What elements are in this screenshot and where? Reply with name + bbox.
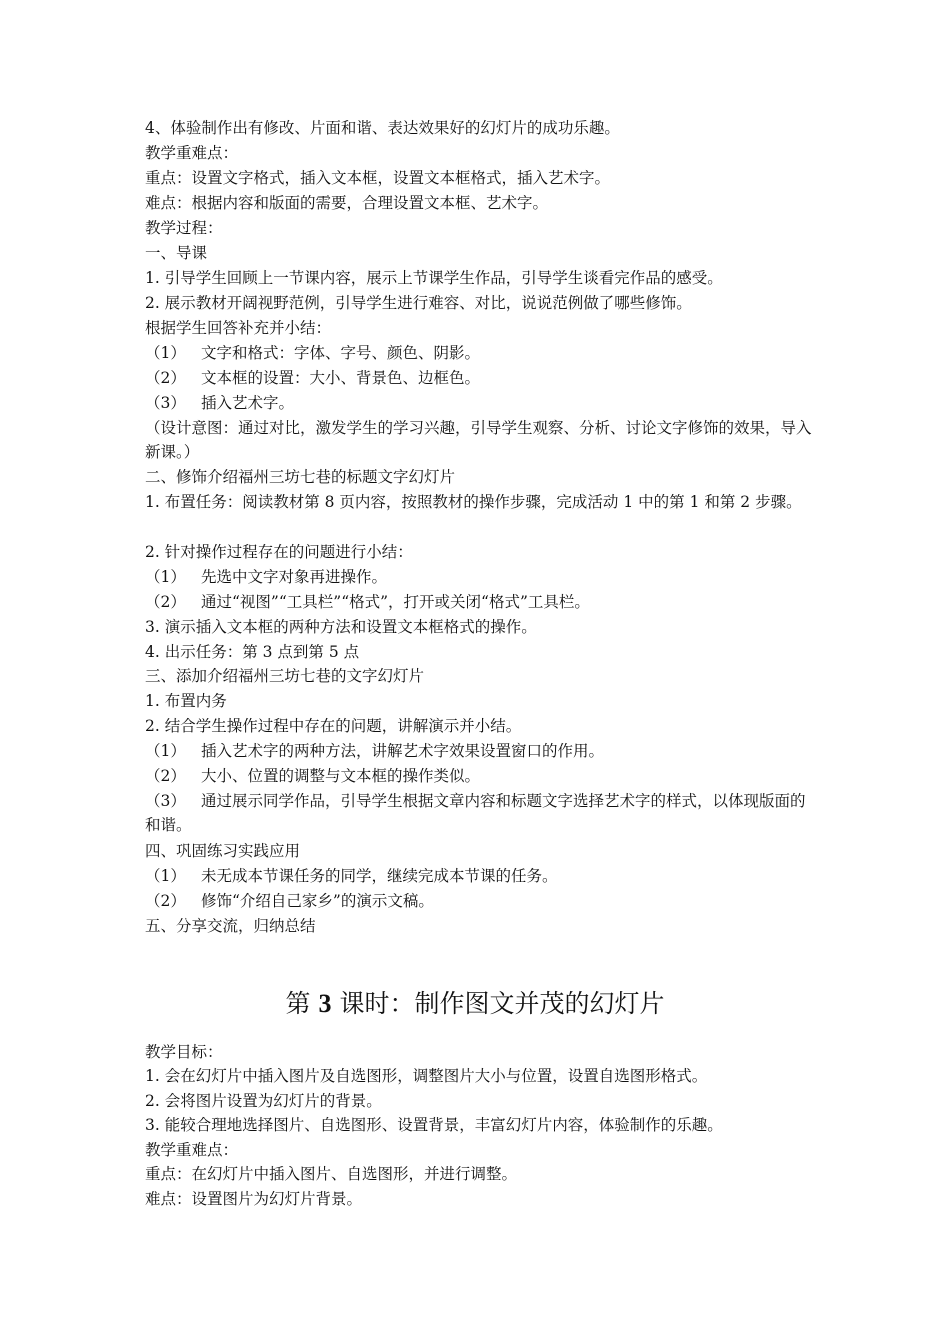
lesson-3-title-prefix: 第 — [285, 989, 319, 1018]
key-point-text: 重点：设置文字格式，插入文本框，设置文本框格式，插入艺术字。 — [145, 169, 611, 187]
list-item-text: 插入艺术字的两种方法，讲解艺术字效果设置窗口的作用。 — [201, 742, 605, 760]
list-item-text: 大小、位置的调整与文本框的操作类似。 — [201, 767, 481, 785]
list-item-number: （1） — [145, 867, 186, 885]
list-item-number: （3） — [145, 792, 186, 810]
list-item-text: 通过“视图”“工具栏”“格式”，打开或关闭“格式”工具栏。 — [201, 593, 590, 611]
section-5-heading: 五、分享交流，归纳总结 — [145, 917, 316, 935]
list-item-text: 文字和格式：字体、字号、颜色、阴影。 — [201, 344, 481, 362]
list-item-text: 文本框的设置：大小、背景色、边框色。 — [201, 369, 481, 387]
lesson-3-key-point: 重点：在幻灯片中插入图片、自选图形，并进行调整。 — [145, 1165, 518, 1183]
section-2-summary: 2. 针对操作过程存在的问题进行小结： — [145, 543, 413, 561]
section-2-heading: 二、修饰介绍福州三坊七巷的标题文字幻灯片 — [145, 468, 456, 486]
lesson-3-objective-2: 2. 会将图片设置为幻灯片的背景。 — [145, 1092, 382, 1110]
list-item-number: （1） — [145, 344, 186, 362]
list-item — [145, 739, 812, 763]
list-item — [145, 391, 812, 415]
list-item-number: （3） — [145, 394, 186, 412]
list-item-text: 修饰“介绍自己家乡”的演示文稿。 — [201, 892, 434, 910]
list-item-number: （1） — [145, 742, 186, 760]
key-points-label: 教学重难点： — [145, 144, 239, 162]
list-item — [145, 889, 812, 913]
list-item-text: 插入艺术字。 — [201, 394, 295, 412]
design-note: （设计意图：通过对比，激发学生的学习兴趣，引导学生观察、分析、讨论文字修饰的效果，导入新课。） — [145, 419, 812, 461]
section-1-point-1: 1. 引导学生回顾上一节课内容，展示上节课学生作品，引导学生谈看完作品的感受。 — [145, 269, 723, 287]
section-3-point-2: 2. 结合学生操作过程中存在的问题，讲解演示并小结。 — [145, 717, 522, 735]
list-item-text: 未无成本节课任务的同学，继续完成本节课的任务。 — [201, 867, 558, 885]
section-2-point-3: 3. 演示插入文本框的两种方法和设置文本框格式的操作。 — [145, 618, 537, 636]
section-2-task: 1. 布置任务：阅读教材第 8 页内容，按照教材的操作步骤，完成活动 1 中的第 1 和第 2 步骤。 — [145, 493, 802, 511]
section-2-point-4: 4. 出示任务：第 3 点到第 5 点 — [145, 643, 360, 661]
section-3-heading: 三、添加介绍福州三坊七巷的文字幻灯片 — [145, 667, 425, 685]
list-item — [145, 366, 812, 390]
section-1-heading: 一、导课 — [145, 244, 208, 262]
list-item — [145, 590, 812, 614]
list-item — [145, 864, 812, 888]
list-item — [145, 565, 812, 589]
list-item-number: （2） — [145, 767, 186, 785]
list-item-text: 先选中文字对象再进操作。 — [201, 568, 388, 586]
section-1-summary-label: 根据学生回答补充并小结： — [145, 319, 332, 337]
lesson-3-title-suffix: 课时：制作图文并茂的幻灯片 — [331, 989, 665, 1018]
lesson-3-title-number: 3 — [318, 989, 332, 1018]
list-item — [145, 341, 812, 365]
section-4-heading: 四、巩固练习实践应用 — [145, 842, 301, 860]
lesson-3-key-points-label: 教学重难点： — [145, 1141, 239, 1159]
list-item-number: （2） — [145, 892, 186, 910]
list-item-number: （2） — [145, 369, 186, 387]
lesson-3-title — [0, 986, 950, 1022]
list-item — [145, 789, 812, 837]
section-1-point-2: 2. 展示教材开阔视野范例，引导学生进行难容、对比，说说范例做了哪些修饰。 — [145, 294, 692, 312]
section-3-point-1: 1. 布置内务 — [145, 692, 227, 710]
lesson-3-objective-3: 3. 能较合理地选择图片、自选图形、设置背景，丰富幻灯片内容，体验制作的乐趣。 — [145, 1116, 723, 1134]
lesson-3-objective-1: 1. 会在幻灯片中插入图片及自选图形，调整图片大小与位置，设置自选图形格式。 — [145, 1067, 708, 1085]
lesson-3-objectives-label: 教学目标： — [145, 1043, 223, 1061]
objective-4: 4、体验制作出有修改、片面和谐、表达效果好的幻灯片的成功乐趣。 — [145, 119, 620, 137]
list-item-number: （2） — [145, 593, 186, 611]
list-item-text: 通过展示同学作品，引导学生根据文章内容和标题文字选择艺术字的样式，以体现版面的和谐。 — [145, 792, 806, 834]
list-item — [145, 764, 812, 788]
lesson-3-difficulty: 难点：设置图片为幻灯片背景。 — [145, 1190, 363, 1208]
process-label: 教学过程： — [145, 219, 223, 237]
list-item-number: （1） — [145, 568, 186, 586]
difficulty-text: 难点：根据内容和版面的需要，合理设置文本框、艺术字。 — [145, 194, 549, 212]
